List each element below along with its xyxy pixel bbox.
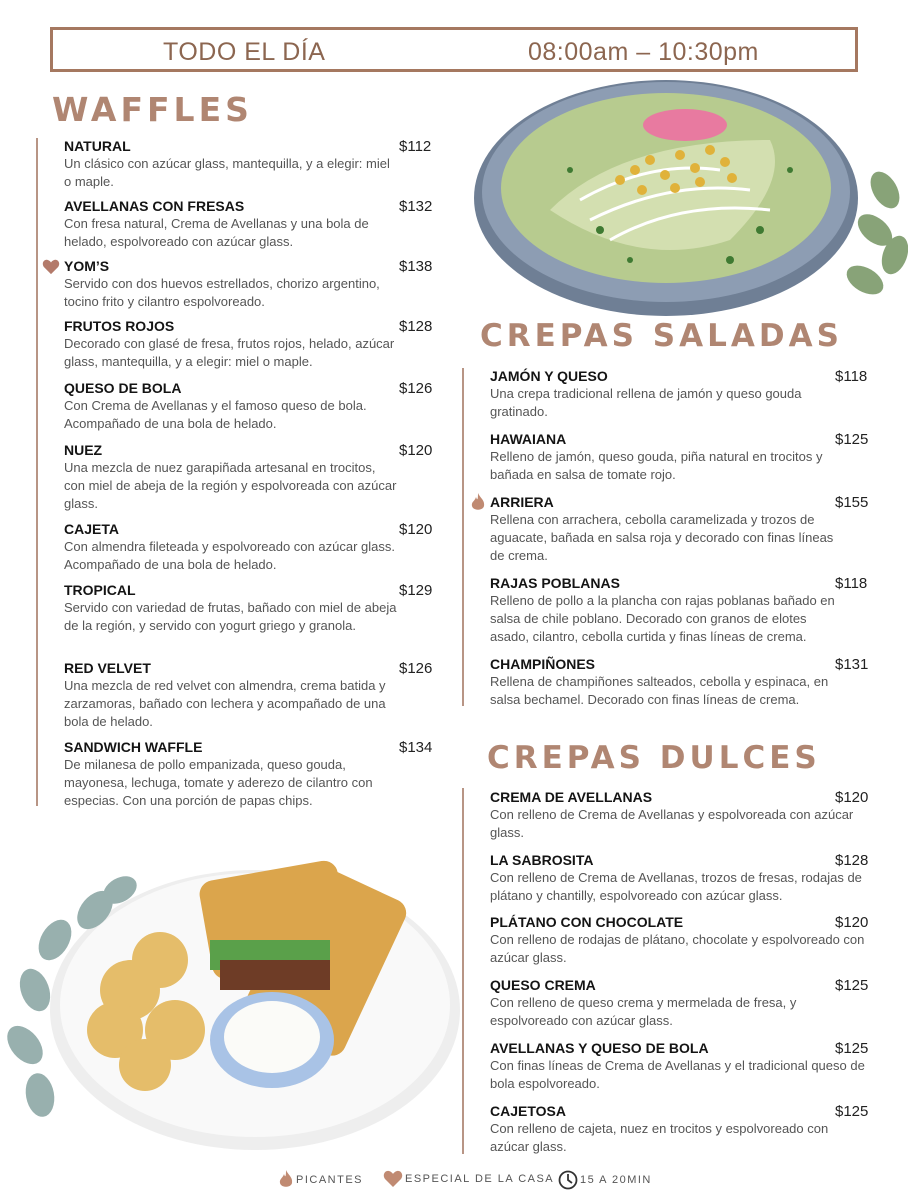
menu-item-description: Una crepa tradicional rellena de jamón y queso gouda gratinado.: [490, 386, 802, 419]
legend-spicy: [278, 1170, 363, 1190]
section-divider-crepas-dulces: [462, 788, 464, 1154]
menu-item-name: CREMA DE AVELLANAS: [490, 789, 653, 805]
menu-item-description: Con almendra fileteada y espolvoreado con azúcar glass. Acompañado de una bola de helado.: [64, 539, 395, 572]
menu-item-description: Con relleno de rodajas de plátano, chocolate y espolvoreado con azúcar glass.: [490, 932, 865, 965]
menu-item-description: Una mezcla de nuez garapiñada artesanal en trocitos, con miel de abeja de la región y espolvoreada con azúcar glass.: [64, 460, 397, 511]
menu-item-price: $155: [835, 494, 869, 511]
menu-item-price: $129: [399, 582, 433, 599]
section-divider-waffles: [36, 138, 38, 806]
menu-item-price: $126: [399, 380, 433, 397]
menu-item-price: $126: [399, 660, 433, 677]
sandwich-waffle-photo: [0, 815, 460, 1160]
menu-item-name: RAJAS POBLANAS: [490, 575, 620, 591]
menu-item-name: QUESO CREMA: [490, 977, 596, 993]
menu-item-description: Con relleno de queso crema y mermelada de fresa, y espolvoreado con azúcar glass.: [490, 995, 797, 1028]
menu-item-description: Rellena con arrachera, cebolla caramelizada y trozos de aguacate, bañada en salsa roja y decorado con finas líneas de crema.: [490, 512, 834, 563]
menu-item-price: $118: [835, 575, 868, 592]
menu-item-name: CHAMPIÑONES: [490, 656, 596, 672]
menu-item-name: HAWAIANA: [490, 431, 567, 447]
section-title-crepas-dulces: CREPAS DULCES: [487, 740, 821, 776]
menu-item-description: Con Crema de Avellanas y el famoso queso de bola. Acompañado de una bola de helado.: [64, 398, 367, 431]
menu-item-name: CAJETOSA: [490, 1103, 566, 1119]
menu-item-price: $120: [835, 789, 869, 806]
section-title-crepas-saladas: CREPAS SALADAS: [480, 318, 843, 354]
menu-item-price: $118: [835, 368, 868, 385]
menu-item-price: $125: [835, 977, 869, 994]
menu-item-name: ARRIERA: [490, 494, 554, 510]
menu-item-description: De milanesa de pollo empanizada, queso gouda, mayonesa, lechuga, tomate y aderezo de cilantro con especias. Con una porción de papas chips.: [64, 757, 373, 808]
menu-item-name: LA SABROSITA: [490, 852, 594, 868]
menu-item-description: Con relleno de Crema de Avellanas y espolvoreada con azúcar glass.: [490, 807, 854, 840]
menu-item-name: RED VELVET: [64, 660, 151, 676]
menu-item-description: Con fresa natural, Crema de Avellanas y una bola de helado, espolvoreado con azúcar glass.: [64, 216, 369, 249]
hours-banner: [50, 27, 858, 72]
crepas-bowl-photo: [470, 80, 908, 320]
menu-item-name: SANDWICH WAFFLE: [64, 739, 203, 755]
flame-icon: [470, 493, 488, 509]
menu-item-description: Decorado con glasé de fresa, frutos rojos, helado, azúcar glass, mantequilla, y a elegir: miel o maple.: [64, 336, 395, 369]
menu-item-price: $120: [835, 914, 869, 931]
menu-item-price: $125: [835, 1103, 869, 1120]
menu-item-description: Un clásico con azúcar glass, mantequilla, y a elegir: miel o maple.: [64, 156, 390, 189]
menu-item-description: Una mezcla de red velvet con almendra, crema batida y zarzamoras, bañado con lechera y acompañado de una bola de helado.: [64, 678, 386, 729]
menu-item-name: PLÁTANO CON CHOCOLATE: [490, 914, 684, 930]
menu-item-name: CAJETA: [64, 521, 119, 537]
heart-icon: [42, 259, 60, 275]
menu-item-price: $125: [835, 431, 869, 448]
menu-item-price: $120: [399, 521, 433, 538]
menu-item-name: YOM’S: [64, 258, 110, 274]
menu-item-name: TROPICAL: [64, 582, 136, 598]
legend-time-label: 15 A 20MIN: [580, 1174, 652, 1186]
menu-item-price: $120: [399, 442, 433, 459]
menu-item-name: NUEZ: [64, 442, 103, 458]
menu-item-price: $128: [399, 318, 433, 335]
menu-item-name: FRUTOS ROJOS: [64, 318, 175, 334]
menu-item-price: $125: [835, 1040, 869, 1057]
section-title-waffles: WAFFLES: [52, 90, 253, 129]
menu-item-price: $138: [399, 258, 433, 275]
heart-icon: [383, 1170, 403, 1188]
banner-label: TODO EL DÍA: [163, 38, 326, 66]
menu-item-description: Relleno de jamón, queso gouda, piña natural en trocitos y bañada en salsa de tomate rojo.: [490, 449, 823, 482]
menu-item-price: $112: [399, 138, 432, 155]
legend-special-label: ESPECIAL DE LA CASA: [405, 1173, 555, 1185]
clock-icon: [558, 1170, 578, 1190]
menu-item-description: Con finas líneas de Crema de Avellanas y el tradicional queso de bola espolvoreado.: [490, 1058, 865, 1091]
banner-hours: 08:00am – 10:30pm: [528, 38, 759, 66]
menu-item-price: $131: [835, 656, 869, 673]
legend-spicy-label: PICANTES: [296, 1174, 364, 1186]
menu-item-price: $128: [835, 852, 869, 869]
legend: [0, 1170, 908, 1196]
menu-item-name: AVELLANAS CON FRESAS: [64, 198, 245, 214]
menu-item-price: $134: [399, 739, 433, 756]
menu-item-description: Con relleno de cajeta, nuez en trocitos y espolvoreado con azúcar glass.: [490, 1121, 829, 1154]
legend-time: [558, 1170, 652, 1190]
menu-item-name: NATURAL: [64, 138, 131, 154]
menu-item-name: JAMÓN Y QUESO: [490, 368, 608, 384]
menu-item-description: Servido con variedad de frutas, bañado con miel de abeja de la región, y servido con yogurt griego y granola.: [64, 600, 397, 633]
menu-item-description: Rellena de champiñones salteados, cebolla y espinaca, en salsa bechamel. Decorado con finas líneas de crema.: [490, 674, 829, 707]
menu-item-name: AVELLANAS Y QUESO DE BOLA: [490, 1040, 709, 1056]
section-divider-crepas-saladas: [462, 368, 464, 706]
flame-icon: [278, 1170, 294, 1190]
menu-item-price: $132: [399, 198, 433, 215]
menu-item-description: Servido con dos huevos estrellados, chorizo argentino, tocino frito y cilantro espolvoreado.: [64, 276, 380, 309]
legend-special: [383, 1170, 554, 1188]
menu-item-description: Con relleno de Crema de Avellanas, trozos de fresas, rodajas de plátano y chantilly, espolvoreado con azúcar glass.: [490, 870, 862, 903]
menu-item-description: Relleno de pollo a la plancha con rajas poblanas bañado en salsa de chile poblano. Decorado con granos de elotes asado, cilantro, cebolla curtida y finas líneas de crema.: [490, 593, 835, 644]
menu-item-name: QUESO DE BOLA: [64, 380, 182, 396]
